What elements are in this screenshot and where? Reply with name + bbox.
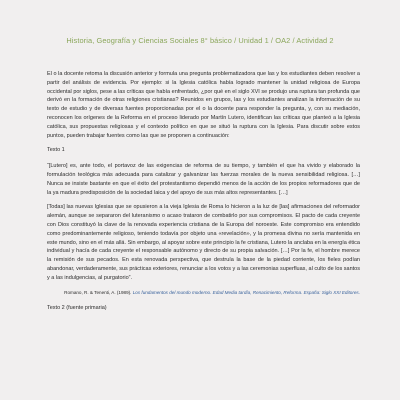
text1-quote <box>47 162 360 282</box>
text1-heading: Texto 1 <box>47 147 65 154</box>
document-body <box>47 70 360 319</box>
text2-heading: Texto 2 (fuente primaria) <box>47 304 107 311</box>
quote-paragraph-2: [Todas] las nuevas Iglesias que se opusieron a la vieja Iglesia de Roma lo hicieron a la luz de [las] afirmaciones del reformador alemán, aunque se separaron del luteranismo o acaso trataron de combatirlo por sus compromisos. El pacto de cada creyente con Dios constituyó la clave de la renovada experiencia cristiana de la Europa del noroeste. Este compromiso era entendido como predominantemente religioso, teniendo todavía por objeto una «revelación», y la promesa divina no sería mantenida en este mundo, sino en el más allá. Sin embargo, al apoyar sobre este principio la fe cristiana, Lutero la anclaba en la energía ética individual y hacía de cada creyente el responsable autónomo y directo de su propia salvación. […] Por la fe, el hombre merece la remisión de sus pecados. En esta renovada perspectiva, que destruía la base de la piedad corriente, los fieles podían abandonar, verdaderamente, sus prácticas exteriores, renunciar a los votos y a las ceremonias superfluas, al culto de los santos y a las indulgencias, al purgatorio”. <box>47 204 360 281</box>
citation-source: Los fundamentos del mundo moderno. Edad Media tardía, Renacimiento, Reforma. España: Siglo XXI Editores. <box>132 289 360 295</box>
intro-paragraph: El o la docente retoma la discusión anterior y formula una pregunta problematizadora que las y los estudiantes deben resolver a partir del análisis de evidencia. Por ejemplo: si la Iglesia católica había logrado mantener la unidad religiosa de Europa occidental por siglos, pese a las críticas que había enfrentado, ¿por qué en el siglo XVI se produjo una ruptura tan profunda que derivó en la formación de otras religiones cristianas? Reunidos en grupos, las y los estudiantes analizan la información de su texto de estudio y de diversas fuentes proporcionadas por el o la docente para responder la pregunta, y, con su mediación, reconocen los orígenes de la Reforma en el proceso liderado por Martín Lutero, identifican las críticas que planteó a la Iglesia católica, sus propuestas religiosas y el contexto político en que se situó la ruptura con la Iglesia. Para discutir sobre estos puntos, pueden trabajar fuentes como las que se proponen a continuación: <box>47 71 360 139</box>
text1-citation <box>47 289 360 296</box>
quote-paragraph-1: “[Lutero] es, ante todo, el portavoz de las exigencias de reforma de su tiempo, y también el que ha vivido y elaborado la formulación teológica más adecuada para catalizar y galvanizar las fuerzas morales de la nueva sensibilidad religiosa. […] Nunca se insiste bastante en que el éxito del protestantismo dependió menos de la acción de los propios reformadores que de la ya madura predisposición de la sociedad laica y del apoyo de sus más altos representantes. […] <box>47 163 360 196</box>
citation-author: Romano, R. & Tenenti, A. (1989). <box>64 289 132 295</box>
page-header: Historia, Geografía y Ciencias Sociales 8° básico / Unidad 1 / OA2 / Actividad 2 <box>66 36 334 45</box>
